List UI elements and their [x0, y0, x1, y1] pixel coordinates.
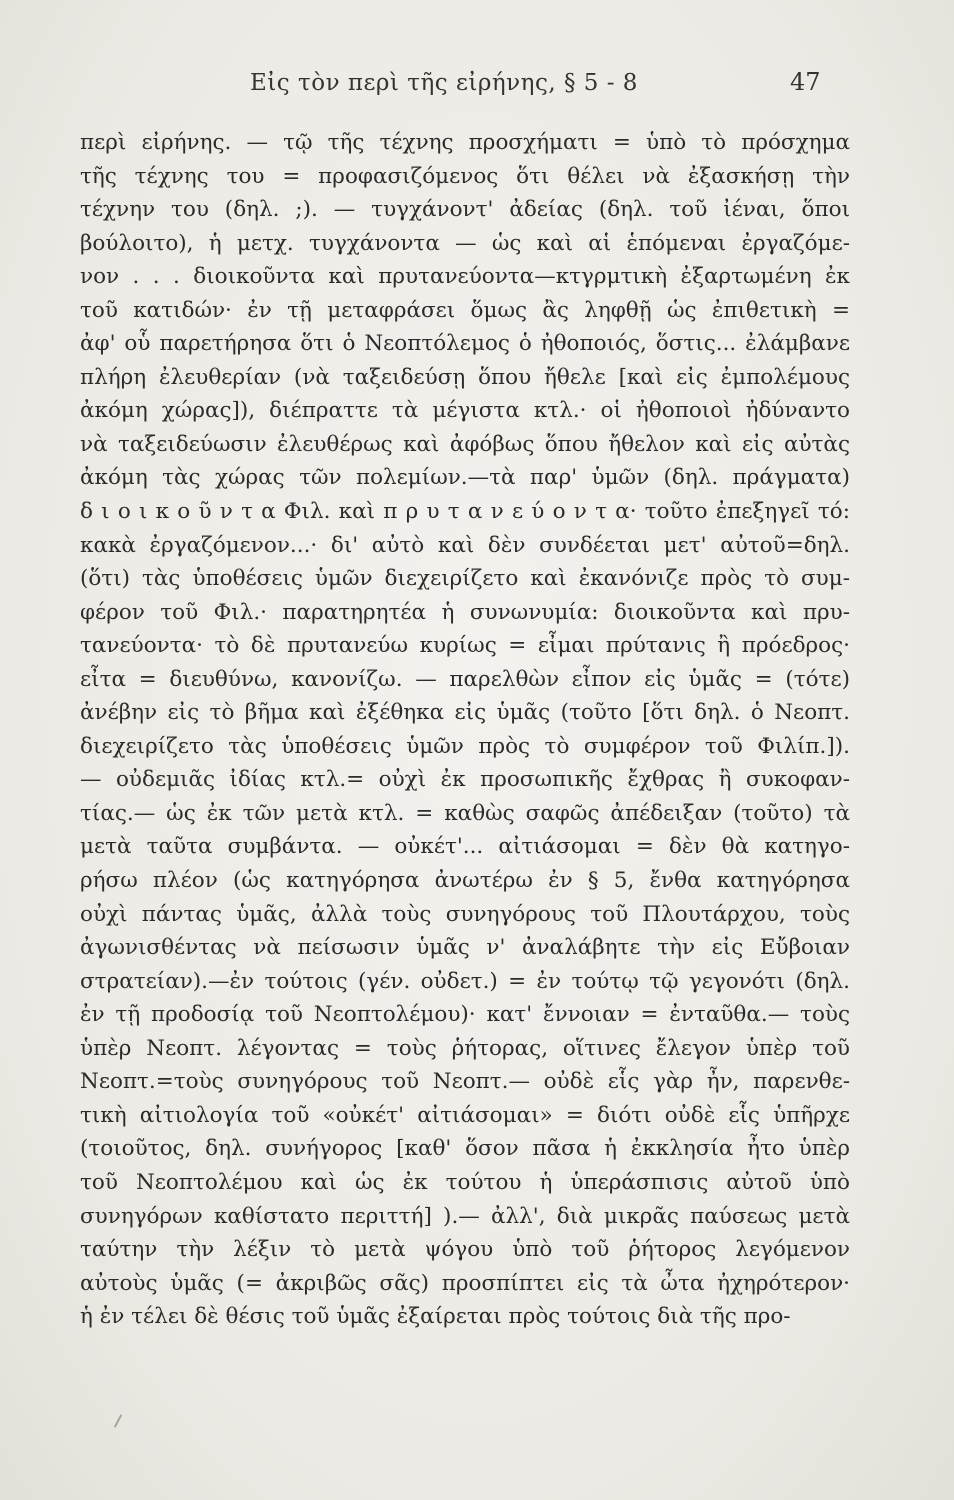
text-line: στρατείαν).—ἐν τούτοις (γέν. οὐδετ.) = ἐν τούτῳ τῷ γεγονότι (δηλ.	[80, 968, 850, 994]
text-line: ἀφ' οὗ παρετήρησα ὅτι ὁ Νεοπτόλεμος ὁ ἠθοποιός, ὅστις... ἐλάμβανε	[80, 331, 850, 357]
text-line: τοῦ κατιδών· ἐν τῇ μεταφράσει ὅμως ἂς ληφθῇ ὡς ἐπιθετικὴ =	[80, 297, 850, 323]
text-line: ἀγωνισθέντας νὰ πείσωσιν ὑμᾶς ν' ἀναλάβητε τὴν εἰς Εὔβοιαν	[80, 935, 850, 961]
text-line: (ὅτι) τὰς ὑποθέσεις ὑμῶν διεχειρίζετο καὶ ἐκανόνιζε πρὸς τὸ συμ-	[80, 566, 850, 592]
text-line: μετὰ ταῦτα συμβάντα. — οὐκέτ'... αἰτιάσομαι = δὲν θὰ κατηγο-	[80, 834, 850, 860]
text-line: ὑπὲρ Νεοπτ. λέγοντας = τοὺς ῥήτορας, οἵτινες ἔλεγον ὑπὲρ τοῦ	[80, 1035, 850, 1061]
text-line: ἀκόμη χώρας]), διέπραττε τὰ μέγιστα κτλ.· οἱ ἠθοποιοὶ ἠδύναντο	[80, 398, 850, 424]
running-head: Εἰς τὸν περὶ τῆς εἰρήνης, § 5 - 8	[250, 70, 638, 96]
text-line: βούλοιτο), ἡ μετχ. τυγχάνοντα — ὡς καὶ αἱ ἑπόμεναι ἐργαζόμε-	[80, 230, 850, 256]
text-line: ἀκόμη τὰς χώρας τῶν πολεμίων.—τὰ παρ' ὑμῶν (δηλ. πράγματα)	[80, 465, 850, 491]
text-line: τανεύοντα· τὸ δὲ πρυτανεύω κυρίως = εἶμαι πρύτανις ἢ πρόεδρος·	[80, 633, 850, 659]
text-line: τέχνην του (δηλ. ;). — τυγχάνοντ' ἀδείας (δηλ. τοῦ ἰέναι, ὅποι	[80, 197, 850, 223]
stray-pen-mark	[114, 1414, 122, 1427]
text-line: οὐχὶ πάντας ὑμᾶς, ἀλλὰ τοὺς συνηγόρους τοῦ Πλουτάρχου, τοὺς	[80, 901, 850, 927]
text-line: τίας.— ὡς ἐκ τῶν μετὰ κτλ. = καθὼς σαφῶς ἀπέδειξαν (τοῦτο) τὰ	[80, 800, 850, 826]
text-line: τοῦ Νεοπτολέμου καὶ ὡς ἐκ τούτου ἡ ὑπεράσπισις αὐτοῦ ὑπὸ	[80, 1169, 850, 1195]
text-line: νὰ ταξειδεύωσιν ἐλευθέρως καὶ ἀφόβως ὅπου ἤθελον καὶ εἰς αὐτὰς	[80, 431, 850, 457]
text-line: ἡ ἐν τέλει δὲ θέσις τοῦ ὑμᾶς ἐξαίρεται πρὸς τούτοις διὰ τῆς προ-	[80, 1304, 791, 1330]
text-line: περὶ εἰρήνης. — τῷ τῆς τέχνης προσχήματι = ὑπὸ τὸ πρόσχημα	[80, 130, 850, 155]
text-line: τῆς τέχνης του = προφασιζόμενος ὅτι θέλει νὰ ἐξασκήσῃ τὴν	[80, 163, 850, 189]
text-line: πλήρη ἐλευθερίαν (νὰ ταξειδεύσῃ ὅπου ἤθελε [καὶ εἰς ἐμπολέμους	[80, 364, 850, 390]
text-line: ταύτην τὴν λέξιν τὸ μετὰ ψόγου ὑπὸ τοῦ ῥήτορος λεγόμενον	[80, 1237, 850, 1263]
text-line: νον . . . διοικοῦντα καὶ πρυτανεύοντα—κτγρμτικὴ ἐξαρτωμένη ἐκ	[80, 264, 850, 290]
text-line: εἶτα = διευθύνω, κανονίζω. — παρελθὼν εἶπον εἰς ὑμᾶς = (τότε)	[80, 666, 850, 692]
text-line: κακὰ ἐργαζόμενον...· δι' αὐτὸ καὶ δὲν συνδέεται μετ' αὐτοῦ=δηλ.	[80, 532, 850, 558]
text-line: Νεοπτ.=τοὺς συνηγόρους τοῦ Νεοπτ.— οὐδὲ εἷς γὰρ ἦν, παρενθε-	[80, 1069, 850, 1095]
text-line: (τοιοῦτος, δηλ. συνήγορος [καθ' ὅσον πᾶσα ἡ ἐκκλησία ἦτο ὑπὲρ	[80, 1136, 850, 1162]
text-line: αὐτοὺς ὑμᾶς (= ἀκριβῶς σᾶς) προσπίπτει εἰς τὰ ὦτα ἠχηρότερον·	[80, 1270, 850, 1296]
text-line: ἀνέβην εἰς τὸ βῆμα καὶ ἐξέθηκα εἰς ὑμᾶς (τοῦτο [ὅτι δηλ. ὁ Νεοπτ.	[80, 700, 850, 726]
text-line: ρήσω πλέον (ὡς κατηγόρησα ἀνωτέρω ἐν § 5, ἔνθα κατηγόρησα	[80, 868, 850, 894]
text-line: φέρον τοῦ Φιλ.· παρατηρητέα ἡ συνωνυμία: διοικοῦντα καὶ πρυ-	[80, 599, 850, 625]
text-line: ἐν τῇ προδοσίᾳ τοῦ Νεοπτολέμου)· κατ' ἔννοιαν = ἐνταῦθα.— τοὺς	[80, 1002, 850, 1028]
page-header	[0, 62, 954, 102]
text-line: συνηγόρων καθίστατο περιττή] ).— ἀλλ', διὰ μικρᾶς παύσεως μετὰ	[80, 1203, 850, 1229]
commentary-text	[80, 126, 850, 1334]
text-line: δ ι ο ι κ ο ῦ ν τ α Φιλ. καὶ π ρ υ τ α ν ε ύ ο ν τ α· τοῦτο ἐπεξηγεῖ τό:	[80, 499, 850, 525]
text-line: — οὐδεμιᾶς ἰδίας κτλ.= οὐχὶ ἐκ προσωπικῆς ἔχθρας ἢ συκοφαν-	[80, 767, 850, 793]
text-line: τικὴ αἰτιολογία τοῦ «οὐκέτ' αἰτιάσομαι» = διότι οὐδὲ εἷς ὑπῆρχε	[80, 1102, 850, 1128]
page-number: 47	[790, 68, 821, 96]
text-line: διεχειρίζετο τὰς ὑποθέσεις ὑμῶν πρὸς τὸ συμφέρον τοῦ Φιλίπ.]).	[80, 733, 850, 759]
